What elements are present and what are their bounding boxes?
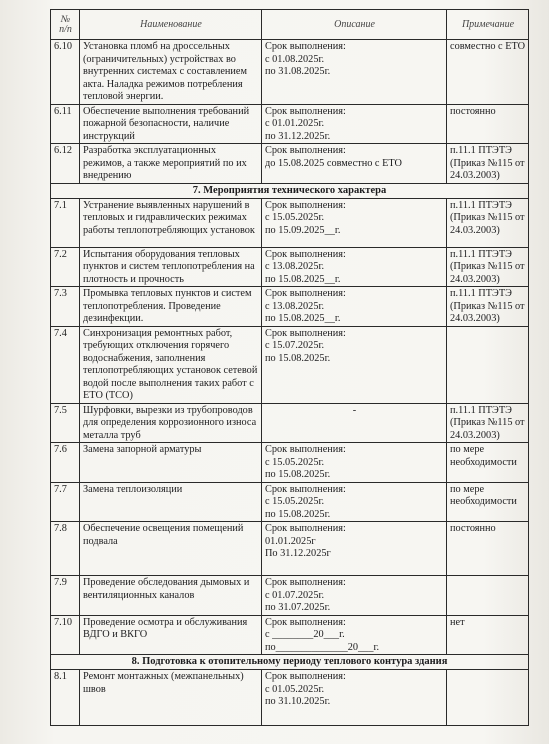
row-note: п.11.1 ПТЭТЭ (Приказ №115 от 24.03.2003) bbox=[447, 403, 529, 443]
row-number: 6.10 bbox=[51, 40, 80, 105]
row-number: 7.3 bbox=[51, 287, 80, 327]
row-name: Замена запорной арматуры bbox=[80, 443, 262, 483]
row-note: по мере необходимости bbox=[447, 443, 529, 483]
row-number: 6.12 bbox=[51, 144, 80, 184]
row-description: Срок выполнения: с 13.08.2025г. по 15.08.2025__г. bbox=[262, 287, 447, 327]
row-name: Проведение обследования дымовых и вентиляционных каналов bbox=[80, 576, 262, 616]
row-number: 7.2 bbox=[51, 247, 80, 287]
row-description: Срок выполнения: с 01.08.2025г. по 31.08.2025г. bbox=[262, 40, 447, 105]
row-name: Синхронизация ремонтных работ, требующих отключения горячего водоснабжения, заполнения теплопотребляющих установок сетевой водой после выполнения таких работ с ЕТО (ТСО) bbox=[80, 326, 262, 403]
row-note: п.11.1 ПТЭТЭ (Приказ №115 от 24.03.2003) bbox=[447, 144, 529, 184]
section-title: 7. Мероприятия технического характера bbox=[51, 183, 529, 198]
row-number: 7.8 bbox=[51, 522, 80, 576]
table-row bbox=[51, 198, 529, 247]
row-description: Срок выполнения: с ________20___г. по______________20___г. bbox=[262, 615, 447, 655]
row-number: 6.11 bbox=[51, 104, 80, 144]
table-row bbox=[51, 40, 529, 105]
row-description: Срок выполнения: с 01.05.2025г. по 31.10.2025г. bbox=[262, 670, 447, 726]
row-description: - bbox=[262, 403, 447, 443]
row-number: 7.4 bbox=[51, 326, 80, 403]
row-number: 7.6 bbox=[51, 443, 80, 483]
row-note: п.11.1 ПТЭТЭ (Приказ №115 от 24.03.2003) bbox=[447, 287, 529, 327]
row-name: Испытания оборудования тепловых пунктов и систем теплопотребления на плотность и прочность bbox=[80, 247, 262, 287]
table-row bbox=[51, 403, 529, 443]
row-name: Обеспечение выполнения требований пожарной безопасности, наличие инструкций bbox=[80, 104, 262, 144]
row-note bbox=[447, 326, 529, 403]
table-header bbox=[51, 10, 529, 40]
table-row bbox=[51, 482, 529, 522]
row-name: Проведение осмотра и обслуживания ВДГО и ВКГО bbox=[80, 615, 262, 655]
row-description: Срок выполнения: с 15.05.2025г. по 15.09.2025__г. bbox=[262, 198, 447, 247]
header-note: Примечание bbox=[447, 10, 529, 40]
row-note: нет bbox=[447, 615, 529, 655]
row-note bbox=[447, 670, 529, 726]
table-row bbox=[51, 443, 529, 483]
row-description: Срок выполнения: с 01.01.2025г. по 31.12.2025г. bbox=[262, 104, 447, 144]
row-note: по мере необходимости bbox=[447, 482, 529, 522]
row-number: 8.1 bbox=[51, 670, 80, 726]
header-description: Описание bbox=[262, 10, 447, 40]
table-row bbox=[51, 247, 529, 287]
row-name: Обеспечение освещения помещений подвала bbox=[80, 522, 262, 576]
row-description: Срок выполнения: с 15.07.2025г. по 15.08.2025г. bbox=[262, 326, 447, 403]
row-description: Срок выполнения: с 15.05.2025г. по 15.08.2025г. bbox=[262, 482, 447, 522]
row-note: п.11.1 ПТЭТЭ (Приказ №115 от 24.03.2003) bbox=[447, 247, 529, 287]
work-plan-table bbox=[50, 9, 529, 726]
row-description: Срок выполнения: с 13.08.2025г. по 15.08.2025__г. bbox=[262, 247, 447, 287]
row-number: 7.1 bbox=[51, 198, 80, 247]
row-name: Устранение выявленных нарушений в тепловых и гидравлических режимах работы теплопотребляющих установок bbox=[80, 198, 262, 247]
row-description: Срок выполнения: с 15.05.2025г. по 15.08.2025г. bbox=[262, 443, 447, 483]
row-name: Замена теплоизоляции bbox=[80, 482, 262, 522]
table-row bbox=[51, 576, 529, 616]
row-name: Установка пломб на дроссельных (ограничительных) устройствах во внутренних системах с составлением акта. Наладка режимов потребления тепловой энергии. bbox=[80, 40, 262, 105]
header-name: Наименование bbox=[80, 10, 262, 40]
row-name: Шурфовки, вырезки из трубопроводов для определения коррозионного износа металла труб bbox=[80, 403, 262, 443]
row-number: 7.9 bbox=[51, 576, 80, 616]
section-heading-8 bbox=[51, 655, 529, 670]
table-row bbox=[51, 326, 529, 403]
row-name: Разработка эксплуатационных режимов, а также мероприятий по их внедрению bbox=[80, 144, 262, 184]
row-description: Срок выполнения: с 01.07.2025г. по 31.07.2025г. bbox=[262, 576, 447, 616]
table-row bbox=[51, 144, 529, 184]
section-heading-7 bbox=[51, 183, 529, 198]
table-row bbox=[51, 670, 529, 726]
table-row bbox=[51, 615, 529, 655]
row-number: 7.10 bbox=[51, 615, 80, 655]
row-note: совместно с ЕТО bbox=[447, 40, 529, 105]
row-description: Срок выполнения: до 15.08.2025 совместно с ЕТО bbox=[262, 144, 447, 184]
row-number: 7.5 bbox=[51, 403, 80, 443]
section-title: 8. Подготовка к отопительному периоду теплового контура здания bbox=[51, 655, 529, 670]
row-note: постоянно bbox=[447, 522, 529, 576]
row-name: Ремонт монтажных (межпанельных) швов bbox=[80, 670, 262, 726]
row-note: п.11.1 ПТЭТЭ (Приказ №115 от 24.03.2003) bbox=[447, 198, 529, 247]
table-row bbox=[51, 104, 529, 144]
header-number: № п/п bbox=[51, 10, 80, 40]
row-note: постоянно bbox=[447, 104, 529, 144]
row-description: Срок выполнения: 01.01.2025г По 31.12.2025г bbox=[262, 522, 447, 576]
table-row bbox=[51, 522, 529, 576]
row-number: 7.7 bbox=[51, 482, 80, 522]
row-note bbox=[447, 576, 529, 616]
row-name: Промывка тепловых пунктов и систем теплопотребления. Проведение дезинфекции. bbox=[80, 287, 262, 327]
table-row bbox=[51, 287, 529, 327]
